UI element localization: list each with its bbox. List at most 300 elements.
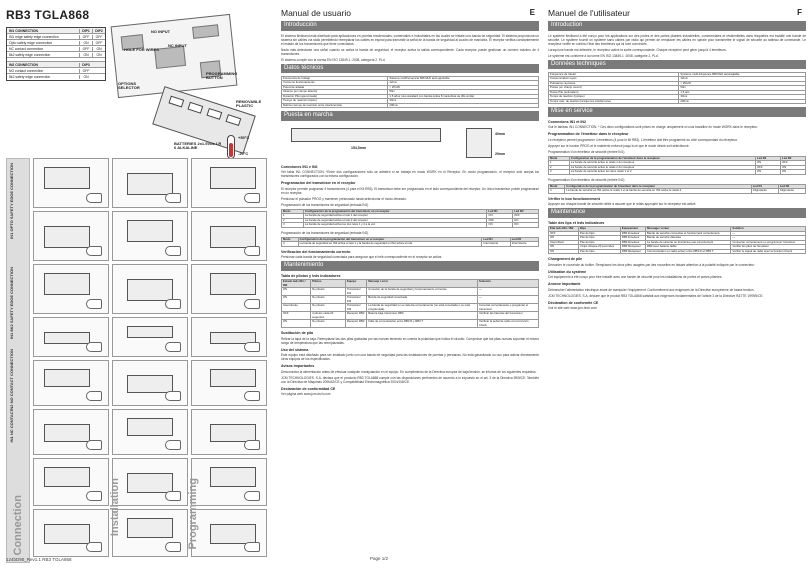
table-cell: Intermitente <box>282 304 311 312</box>
programming-section-label: Programming <box>187 478 199 550</box>
intro-paragraph: El sistema cumple con la norma EN ISO 13849-1 :2008, categoría 2, PLd. <box>281 57 386 62</box>
table-header-cell: Led R1 <box>751 184 778 188</box>
installation-section-label: Installation <box>109 478 121 537</box>
table-cell: Fallo de comunicación entre RB3 R y RB3 T <box>367 320 478 328</box>
installation-step-illustration <box>191 360 267 406</box>
subheading: Déclaration de conformité CE <box>548 300 599 305</box>
subheading: Tabla de pilotos y leds indicadores <box>281 273 341 278</box>
table-cell: 200ms <box>388 103 539 107</box>
table-header-cell: Équipement <box>620 227 645 231</box>
tech-data-table <box>548 72 806 104</box>
connection-section-label: Connection <box>12 495 24 556</box>
table-cell: Intermitente <box>510 242 538 246</box>
table-cell: La bande de sécurité en IN1 active le relais 1 et la bande de sécurité en IN2 active le relais 2 <box>565 189 751 193</box>
programming-table <box>548 184 806 194</box>
table-cell: Vérifier le signal de radio avec la fonction Check <box>731 249 806 253</box>
installation-step-illustration <box>112 409 188 455</box>
table-header-cell: Configuración de la programación del transmisor en el receptor <box>298 237 482 241</box>
subheading: Declaración de conformidad CE <box>281 386 336 391</box>
table-row <box>282 320 539 328</box>
table-cell: ON <box>282 320 311 328</box>
hand-icon <box>244 246 260 256</box>
connection-table-cell: OFF <box>92 35 105 39</box>
table-cell: 1 <box>549 161 570 165</box>
connection-table-cell: OFF <box>79 69 92 73</box>
device-sketch <box>210 369 256 387</box>
table-cell: Consumo funcionamiento <box>282 81 388 85</box>
table-cell: La banda de seguridad en IN2 activa el relé 1 y la banda de seguridad en IN2 activa el relé <box>298 242 482 246</box>
hand-icon <box>165 391 181 401</box>
table-cell: Batería baja transmisor RB3 <box>367 312 478 320</box>
table-cell: Sistema multifrecuencia 868 MHz auto-ajustable <box>388 77 539 81</box>
paragraph: Le récepteur permet programmer 4 émetteurs (4 pour le kit RB3). L'émetteur doit être programmé du côté correspondant du récepteur. <box>548 137 738 142</box>
table-cell: — <box>478 296 539 304</box>
device-sketch <box>127 220 173 242</box>
connection-table-cell: ON <box>79 41 92 45</box>
paragraph: Presionar cada banda de seguridad conectada para asegurar que el relé correspondiente en el receptor se activa. <box>281 255 443 260</box>
table-cell: 200ms <box>679 99 806 103</box>
table-header-cell: Modo <box>282 237 299 241</box>
batteries-label: BATTERIES 2x1.5Vdc LR 6 ALKALINE <box>174 141 222 151</box>
table-cell: ON <box>282 296 311 304</box>
connection-table-cell: DIP3 <box>79 63 92 67</box>
connection-table-cell: OFF <box>79 35 92 39</box>
table-cell: ON <box>282 288 311 296</box>
table-cell: Tiempo de reacción (típico) <box>282 99 388 103</box>
paragraph: Démonter le couvercle du boîtier. Remplacez les deux piles usagées par des nouvelles en faisant attention à la polarité indiquée par le connecteur. <box>548 262 755 267</box>
nc-input-label: NC INPUT <box>168 43 187 48</box>
installation-step-illustration <box>33 317 109 357</box>
installation-step-illustration <box>33 158 109 208</box>
subheading: Programmation de l'émetteur dans le récepteur <box>548 132 629 137</box>
table-cell: OFF <box>780 161 805 165</box>
table-cell: — <box>478 288 539 296</box>
device-sketch <box>210 524 256 544</box>
table-cell: OFF <box>756 165 781 169</box>
table-cell: Clignotante <box>751 189 778 193</box>
spanish-column <box>281 8 539 558</box>
programming-table <box>281 237 539 247</box>
subheading: Sustitución de pila <box>281 331 313 336</box>
table-cell: Alcance (en campo abierto) <box>282 90 388 94</box>
table-cell: OFF <box>513 214 539 218</box>
subheading: Table des tips et leds indicateurs <box>548 220 605 225</box>
subheading: Vérifier le bon fonctionnement <box>548 196 600 201</box>
table-header-cell: Solution <box>731 227 806 231</box>
subheading: Verificación del funcionamiento correcto <box>281 249 351 254</box>
hand-icon <box>244 193 260 203</box>
hand-icon <box>165 246 181 256</box>
french-column <box>548 8 806 558</box>
table-row <box>549 170 806 174</box>
installation-steps-grid <box>33 158 268 558</box>
table-caption: Programmation d'un émetteur de sécurité (entrée IN1) <box>548 149 625 154</box>
table-cell: Intermitente <box>482 242 510 246</box>
table-header-cell: Message / erreur <box>645 227 730 231</box>
connection-table-cell: OFF <box>92 41 105 45</box>
subheading: Conexiones IN1 e IN2 <box>281 164 318 169</box>
table-cell: No pilotos <box>311 288 346 296</box>
table-header-cell: Estado leds IN1 / IN2 <box>282 280 311 288</box>
table-cell: La banda de seguridad activa los dos relés 1 y 2 a la vez <box>303 223 487 227</box>
table-cell: ON <box>513 218 539 222</box>
device-sketch <box>210 226 256 248</box>
table-cell: ON <box>513 223 539 227</box>
table-cell: OFF <box>282 312 311 320</box>
device-sketch <box>127 473 173 493</box>
connection-table-cell: ON <box>79 75 92 79</box>
device-sketch <box>127 518 173 538</box>
table-cell: Verificar las baterías del transmisor <box>478 312 539 320</box>
table-cell: 3 <box>549 170 570 174</box>
intro-paragraph: Le système est conforme à la norme EN ISO 13849-1 :2008, catégorie 2, PLd. <box>548 53 659 58</box>
side-label-in1-edge: IN1 OPTO SAFETY EDGE CONNECTION <box>9 163 14 239</box>
hand-icon <box>86 440 102 450</box>
installation-step-illustration <box>191 317 267 357</box>
paragraph: Desconectar la alimentación antes de efectuar cualquier manipulación en el equipo. En cumplimiento de la Directiva europea de baja tensión, se informa de los siguientes requisitos. <box>281 369 537 374</box>
table-cell: 2 <box>282 218 304 222</box>
table-cell: OFF <box>549 231 579 235</box>
device-sketch <box>127 173 173 195</box>
table-cell: Receptor RB3 <box>345 312 366 320</box>
table-cell: Pas de bips <box>578 249 620 253</box>
table-row <box>549 189 806 193</box>
hand-icon <box>244 491 260 501</box>
table-cell: — <box>731 236 806 240</box>
hand-icon <box>86 246 102 256</box>
subheading: Changement de pile <box>548 257 583 262</box>
table-header-cell: Mode <box>549 184 565 188</box>
maintenance-table <box>281 279 539 328</box>
table-cell: RB3 Émetteur <box>620 236 645 240</box>
installation-step-illustration <box>191 264 267 314</box>
device-sketch <box>127 279 173 301</box>
device-sketch <box>210 273 256 295</box>
options-selector-label: OPTIONS SELECTOR <box>118 81 140 91</box>
device-sketch <box>44 369 90 387</box>
table-cell: 1 <box>282 214 304 218</box>
table-cell: ON <box>549 236 579 240</box>
connection-table-cell: NC contact connection <box>9 46 44 51</box>
hand-icon <box>86 342 102 352</box>
section-header-tech: Datos técnicos <box>281 64 539 74</box>
table-caption: Programación de los transmisores de seguridad (entrada IN2) <box>281 230 369 235</box>
table-header-cell: Led R2 <box>780 156 805 160</box>
installation-step-illustration <box>112 264 188 314</box>
device-sketch <box>127 418 173 436</box>
table-cell: Potencia radiada <box>282 85 388 89</box>
table-cell: RB3 Émetteur <box>620 240 645 244</box>
table-cell: Duración Pila (aproximada) <box>282 94 388 98</box>
temp-high-label: +55°C <box>238 135 250 140</box>
table-cell: 30ms <box>388 99 539 103</box>
device-sketch <box>44 424 90 442</box>
section-header-maintenance: Maintenance <box>548 208 806 218</box>
hand-icon <box>244 342 260 352</box>
table-header-cell: Led R2 <box>778 184 805 188</box>
subheading: Uso del sistema <box>281 347 309 352</box>
installation-step-illustration <box>191 211 267 261</box>
table-cell: Pas de bips <box>578 240 620 244</box>
table-header-cell: Led R1 <box>487 209 513 213</box>
installation-step-illustration <box>191 458 267 506</box>
intro-paragraph: Nada más detectarse una señal cuando se activa la banda de seguridad, el receptor activa la salida correspondiente. Cada receptor puede gestionar un número máximo de 4 transmisores. <box>281 47 539 56</box>
table-cell: ON <box>756 161 781 165</box>
no-input-label: NO INPUT <box>151 29 171 34</box>
table-header-cell: Bips <box>578 227 620 231</box>
table-cell: RB3 avec batterie faible <box>645 245 730 249</box>
maintenance-table <box>548 226 806 254</box>
section-header-maintenance: Mantenimiento <box>281 261 539 271</box>
paragraph: Appuyer sur chaque bande de sécurité reliée à assurer que le relais approprié sur le récepteur est activé. <box>548 202 697 207</box>
table-cell: 50m <box>679 86 806 90</box>
connection-table-cell: IN2 CONNECTION <box>9 62 39 67</box>
connection-table-cell: ON <box>92 47 105 51</box>
paragraph: Este equipo está diseñado para ser instalado junto con una banda de seguridad para las instalaciones de puertas y persianas. No está garantizado su uso para activar directamente otros equipos de los especificados. <box>281 353 539 362</box>
table-cell: < 25mW <box>388 85 539 89</box>
table-cell: Temps de réaction (typique) <box>549 95 679 99</box>
table-header-cell: Modo <box>282 209 304 213</box>
table-header-cell: Configuración de la programación del transmisor en el receptor <box>303 209 487 213</box>
table-cell: 30ms <box>679 95 806 99</box>
table-cell: La bande de sécurité active le relais 2 du récepteur <box>569 165 755 169</box>
subheading: Annexe importante <box>548 282 581 287</box>
intro-paragraph: El sistema flexiband está diseñado para aplicaciones en puertas residenciales, comerciales e industriales en las cuales se instale una banda de seguridad. El sistema proporciona un sistema sin cables vía radio permitiendo reemplazar los cables en espiral para transmitir la señal de la banda de seguridad al cuadro de maniobra. El receptor verifica constantemente el estado de los transmisores que tiene conectados. <box>281 33 539 46</box>
programming-table <box>281 209 539 228</box>
connection-table-cell: NO contact connection <box>9 68 44 73</box>
connection-table-cell: ON <box>92 53 105 57</box>
table-cell: Transmisor IN1 <box>345 288 366 296</box>
section-header-setup: Mise en service <box>548 107 806 117</box>
installation-step-illustration <box>112 211 188 261</box>
table-cell: Temps max. de réaction lorsque les interférences <box>549 99 679 103</box>
table-cell: La banda de seguridad activa el relé 1 del receptor <box>303 214 487 218</box>
table-cell: ON <box>756 170 781 174</box>
dimension-depth: 20mm <box>495 151 506 156</box>
installation-step-illustration <box>191 409 267 455</box>
table-cell: Fréquence de travail <box>549 73 679 77</box>
installation-step-illustration <box>33 409 109 455</box>
removable-plastic-label: REMOVABLE PLASTIC <box>236 99 262 109</box>
dimension-height: 40mm <box>495 131 506 136</box>
intro-paragraph: Lorsqu'une bande est détectée, le récepteur active la sortie correspondante. Chaque récepteur peut gérer jusqu'à 4 émetteurs. <box>548 47 727 52</box>
installation-step-illustration <box>33 509 109 557</box>
table-cell: 4 bips chaque 20 secondes <box>578 245 620 249</box>
hand-icon <box>86 193 102 203</box>
connection-table-row <box>7 74 105 80</box>
tech-data-table <box>281 76 539 108</box>
table-header-cell: Equipo <box>345 280 366 288</box>
section-header-intro: Introduction <box>548 21 806 31</box>
paragraph: Retirar la tapa de la caja. Reemplazar las dos pilas gastadas por las nuevas teniendo en cuenta la polaridad que indica el circuito. Comprobar que las pilas nuevas soportan el mismo rango de temperatura que las reemplazadas. <box>281 336 539 345</box>
programming-button-label: PROGRAMMING BUTTON <box>206 71 238 81</box>
connection-table-cell: IN1 CONNECTION <box>9 28 39 33</box>
dimensions-drawing <box>281 124 539 162</box>
table-cell: < 25mW <box>679 81 806 85</box>
table-row <box>282 103 539 107</box>
table-cell: RB3 Récepteur <box>620 249 645 253</box>
paragraph: Voir le tableau IN1 CONNECTION. * Ces deux configurations sont prises en charge uniquement si vous travaillez en mode WORK dans le récepteur. <box>548 125 758 130</box>
table-header-cell: Configuration de la programmation de l'émetteur dans le récepteur <box>569 156 755 160</box>
table-cell: 50m <box>388 90 539 94</box>
side-label-in2: IN2 NO CONTACT CONNECTION <box>9 349 14 411</box>
table-cell: No pilotos <box>311 304 346 312</box>
paragraph: Débrancher l'alimentation électrique avant de manipuler l'équipement. Conformément aux exigences de la Directive européenne de basse tension. <box>548 287 755 292</box>
manual-title <box>281 8 539 19</box>
subheading: Avisos importantes <box>281 364 315 369</box>
device-sketch <box>44 226 90 248</box>
table-cell: ON <box>487 223 513 227</box>
table-cell: 1,5 ans <box>679 90 806 94</box>
table-header-cell: Mensaje / error <box>367 280 478 288</box>
paragraph: El receptor permite programar 4 transmisores (4 para el Kit RB3). El transmisor debe ser programado en el lado correspondiente del receptor. Un único transmisor puede programarse en un receptor. <box>281 186 539 195</box>
table-header-cell: Led R1 <box>756 156 781 160</box>
device-sketch <box>44 332 90 344</box>
table-cell: Durée Pile (estimation) <box>549 90 679 94</box>
table-cell: Portée (en champ ouvert) <box>549 86 679 90</box>
table-row <box>549 99 806 103</box>
website-link[interactable]: Ver página web www.jcm-tech.com <box>281 391 331 396</box>
table-header-cell: Mode <box>549 156 570 160</box>
installation-step-illustration <box>112 360 188 406</box>
paragraph: Ver tabla IN1 CONNECTION. *Entre dos configuraciones sólo se admiten si se trabaja en modo WORK en el Receptor. En modo programación, el receptor sólo acepta los transmisores configurados con la misma configuración. <box>281 170 539 179</box>
installation-step-illustration <box>33 458 109 506</box>
table-cell: Conectar correctamente o programar el transmisor <box>478 304 539 312</box>
table-header-cell: Pilotos <box>311 280 346 288</box>
table-cell: 1,5 años (uso standard con banda óptica 8 maniobras de 30s al día) <box>388 94 539 98</box>
declaration-paragraph: JCM TECHNOLOGIES, S.A. declara que el producto RB3 TGLA868 cumple con las disposiciones pertinentes de acuerdo a lo expuesto en el art. 3 de la Directiva 99/5/CE. También con la Directiva de Máquinas 2006/42/CE y Compatibilidad Electromagnética 2004/108/CE. <box>281 375 539 384</box>
connection-table-cell: IN1 edge safety edge connection <box>9 34 59 39</box>
installation-step-illustration <box>112 509 188 557</box>
subheading: Utilisation du système <box>548 269 587 274</box>
device-sketch <box>127 326 173 338</box>
hand-icon <box>244 299 260 309</box>
hand-icon <box>165 491 181 501</box>
installation-step-illustration <box>33 264 109 314</box>
side-label-nc: IN1 NC CONTACT <box>9 409 14 443</box>
device-side-sketch <box>466 128 492 158</box>
table-cell: OFF <box>487 218 513 222</box>
table-caption: Programación de los transmisores de seguridad (entrada IN1) <box>281 202 369 207</box>
table-cell: 2 <box>549 165 570 169</box>
intro-paragraph: Le système flexiband a été conçu pour les applications sur des portes et des portes pliantes industrielles, commerciales et résidentielles dans lesquelles est installé une bande de sécurité. Le système fournit un système sans câbles par radio qui permet de remplacer les câbles en spirale pour transmettre le signal de sécurité au tableau de commande. Le récepteur vérifie en continu l'état des émetteurs qui lui sont connectés. <box>548 33 806 46</box>
table-cell: Verificar la señal de radio con la función Check <box>478 320 539 328</box>
table-cell: 4 <box>549 189 565 193</box>
table-cell: No pilotos <box>311 320 346 328</box>
connection-table-cell: DIP1 <box>79 29 92 33</box>
table-cell: Consommation repos <box>549 77 679 81</box>
table-cell: Communication en radio échec entre RB3 R et RB3 T <box>645 249 730 253</box>
table-cell: 4 <box>282 242 299 246</box>
table-cell: RB3 Émetteur <box>620 231 645 235</box>
table-cell: Banda de seguridad conectada <box>367 296 478 304</box>
table-row <box>549 249 806 253</box>
hand-icon <box>86 491 102 501</box>
table-row <box>282 223 539 227</box>
hole-for-wires-label: HOLE FOR WIRES <box>124 47 159 52</box>
table-header-cell: État leds IN1 / IN2 <box>549 227 579 231</box>
table-caption: Programmation d'un émetteur de sécurité (entrée IN2) <box>548 177 625 182</box>
programming-table <box>548 156 806 175</box>
page-number: Page 1/2 <box>370 556 389 561</box>
table-cell: Intermittent <box>549 240 579 244</box>
table-cell: La banda de seguridad no se detecta correctamente (no está conectada o no está programada) <box>367 304 478 312</box>
manual-title-text: Manuel de l'utilisateur <box>548 8 630 18</box>
connection-table-cell: 8k2 safety edge connection <box>9 52 51 57</box>
manual-title-text: Manual de usuario <box>281 8 351 18</box>
table-row <box>282 242 539 246</box>
installation-step-illustration <box>33 211 109 261</box>
connection-table-cell: 8k2 safety edge connection <box>9 75 51 79</box>
section-header-setup: Puesta en marcha <box>281 111 539 121</box>
table-cell: Bande de sécurité connectée et fonctionnant correctement <box>645 231 730 235</box>
hand-icon <box>86 542 102 552</box>
table-cell: Conexión de la banda de seguridad y funcionamiento correctos <box>367 288 478 296</box>
installation-step-illustration <box>112 458 188 506</box>
table-cell: Pas de bips <box>578 231 620 235</box>
language-code: F <box>797 8 802 17</box>
installation-step-illustration <box>191 509 267 557</box>
paragraph: Appuyer sur le bouton PROG et le maintenir enfoncé jusqu'à ce que le mode désiré soit sélectionné. <box>548 143 690 148</box>
manual-title <box>548 8 806 19</box>
hand-icon <box>165 299 181 309</box>
hand-icon <box>244 542 260 552</box>
table-cell: Puissance rayonnée <box>549 81 679 85</box>
device-sketch <box>210 167 256 189</box>
table-cell: — <box>731 231 806 235</box>
table-cell: Connecter correctement ou programmer l'émetteur <box>731 240 806 244</box>
installation-step-illustration <box>112 158 188 208</box>
table-cell: 12mA <box>679 77 806 81</box>
section-header-intro: Introducción <box>281 21 539 31</box>
hand-icon <box>86 391 102 401</box>
table-header-cell: Led R2 <box>510 237 538 241</box>
dimension-width: 154,5mm <box>351 145 366 150</box>
table-cell: Frecuencia de trabajo <box>282 77 388 81</box>
installation-step-illustration <box>33 360 109 406</box>
table-cell: Transmisor IN3 <box>345 304 366 312</box>
connection-table-cell: ON <box>79 53 92 57</box>
device-sketch <box>44 467 90 487</box>
table-cell: Máximo tiempo de reacción entre interferencias <box>282 103 388 107</box>
table-header-cell: Led R1 <box>482 237 510 241</box>
table-cell: ON <box>549 249 579 253</box>
connection-table-cell: Opto safety edge connection <box>9 40 53 45</box>
device-sketch <box>44 524 90 544</box>
table-cell: Clignotante <box>778 189 805 193</box>
table-cell: Receptor RB3 <box>345 320 366 328</box>
table-cell: Pas de bips <box>578 236 620 240</box>
doc-code: 124bD90_Rev1.1 RB3 TGLA868 <box>6 557 72 562</box>
table-cell: 3 <box>282 223 304 227</box>
paragraph: Cet équipement a été conçu pour être installé avec une bande de sécurité pour les installations de portes et portes pliantes. <box>548 275 723 280</box>
subheading: Programación del transmisor en el receptor <box>281 181 356 186</box>
table-cell: Bande de sécurité détectée <box>645 236 730 240</box>
hand-icon <box>165 342 181 352</box>
thermometer-icon <box>227 135 235 159</box>
hand-icon <box>244 391 260 401</box>
website-link[interactable]: Voir le site web www.jcm-tech.com <box>548 306 597 311</box>
table-cell: 12mA <box>388 81 539 85</box>
section-header-tech: Données techniques <box>548 60 806 70</box>
table-cell: Système multi-fréquence 868 MHz autoréglable <box>679 73 806 77</box>
table-cell: La bande de sécurité active le relais 1 du récepteur <box>569 161 755 165</box>
table-cell: Transmisor IN2 <box>345 296 366 304</box>
device-sketch <box>127 375 173 393</box>
device-sketch <box>210 467 256 487</box>
subheading: Connexions IN1 et IN2 <box>548 119 586 124</box>
hand-icon <box>165 193 181 203</box>
